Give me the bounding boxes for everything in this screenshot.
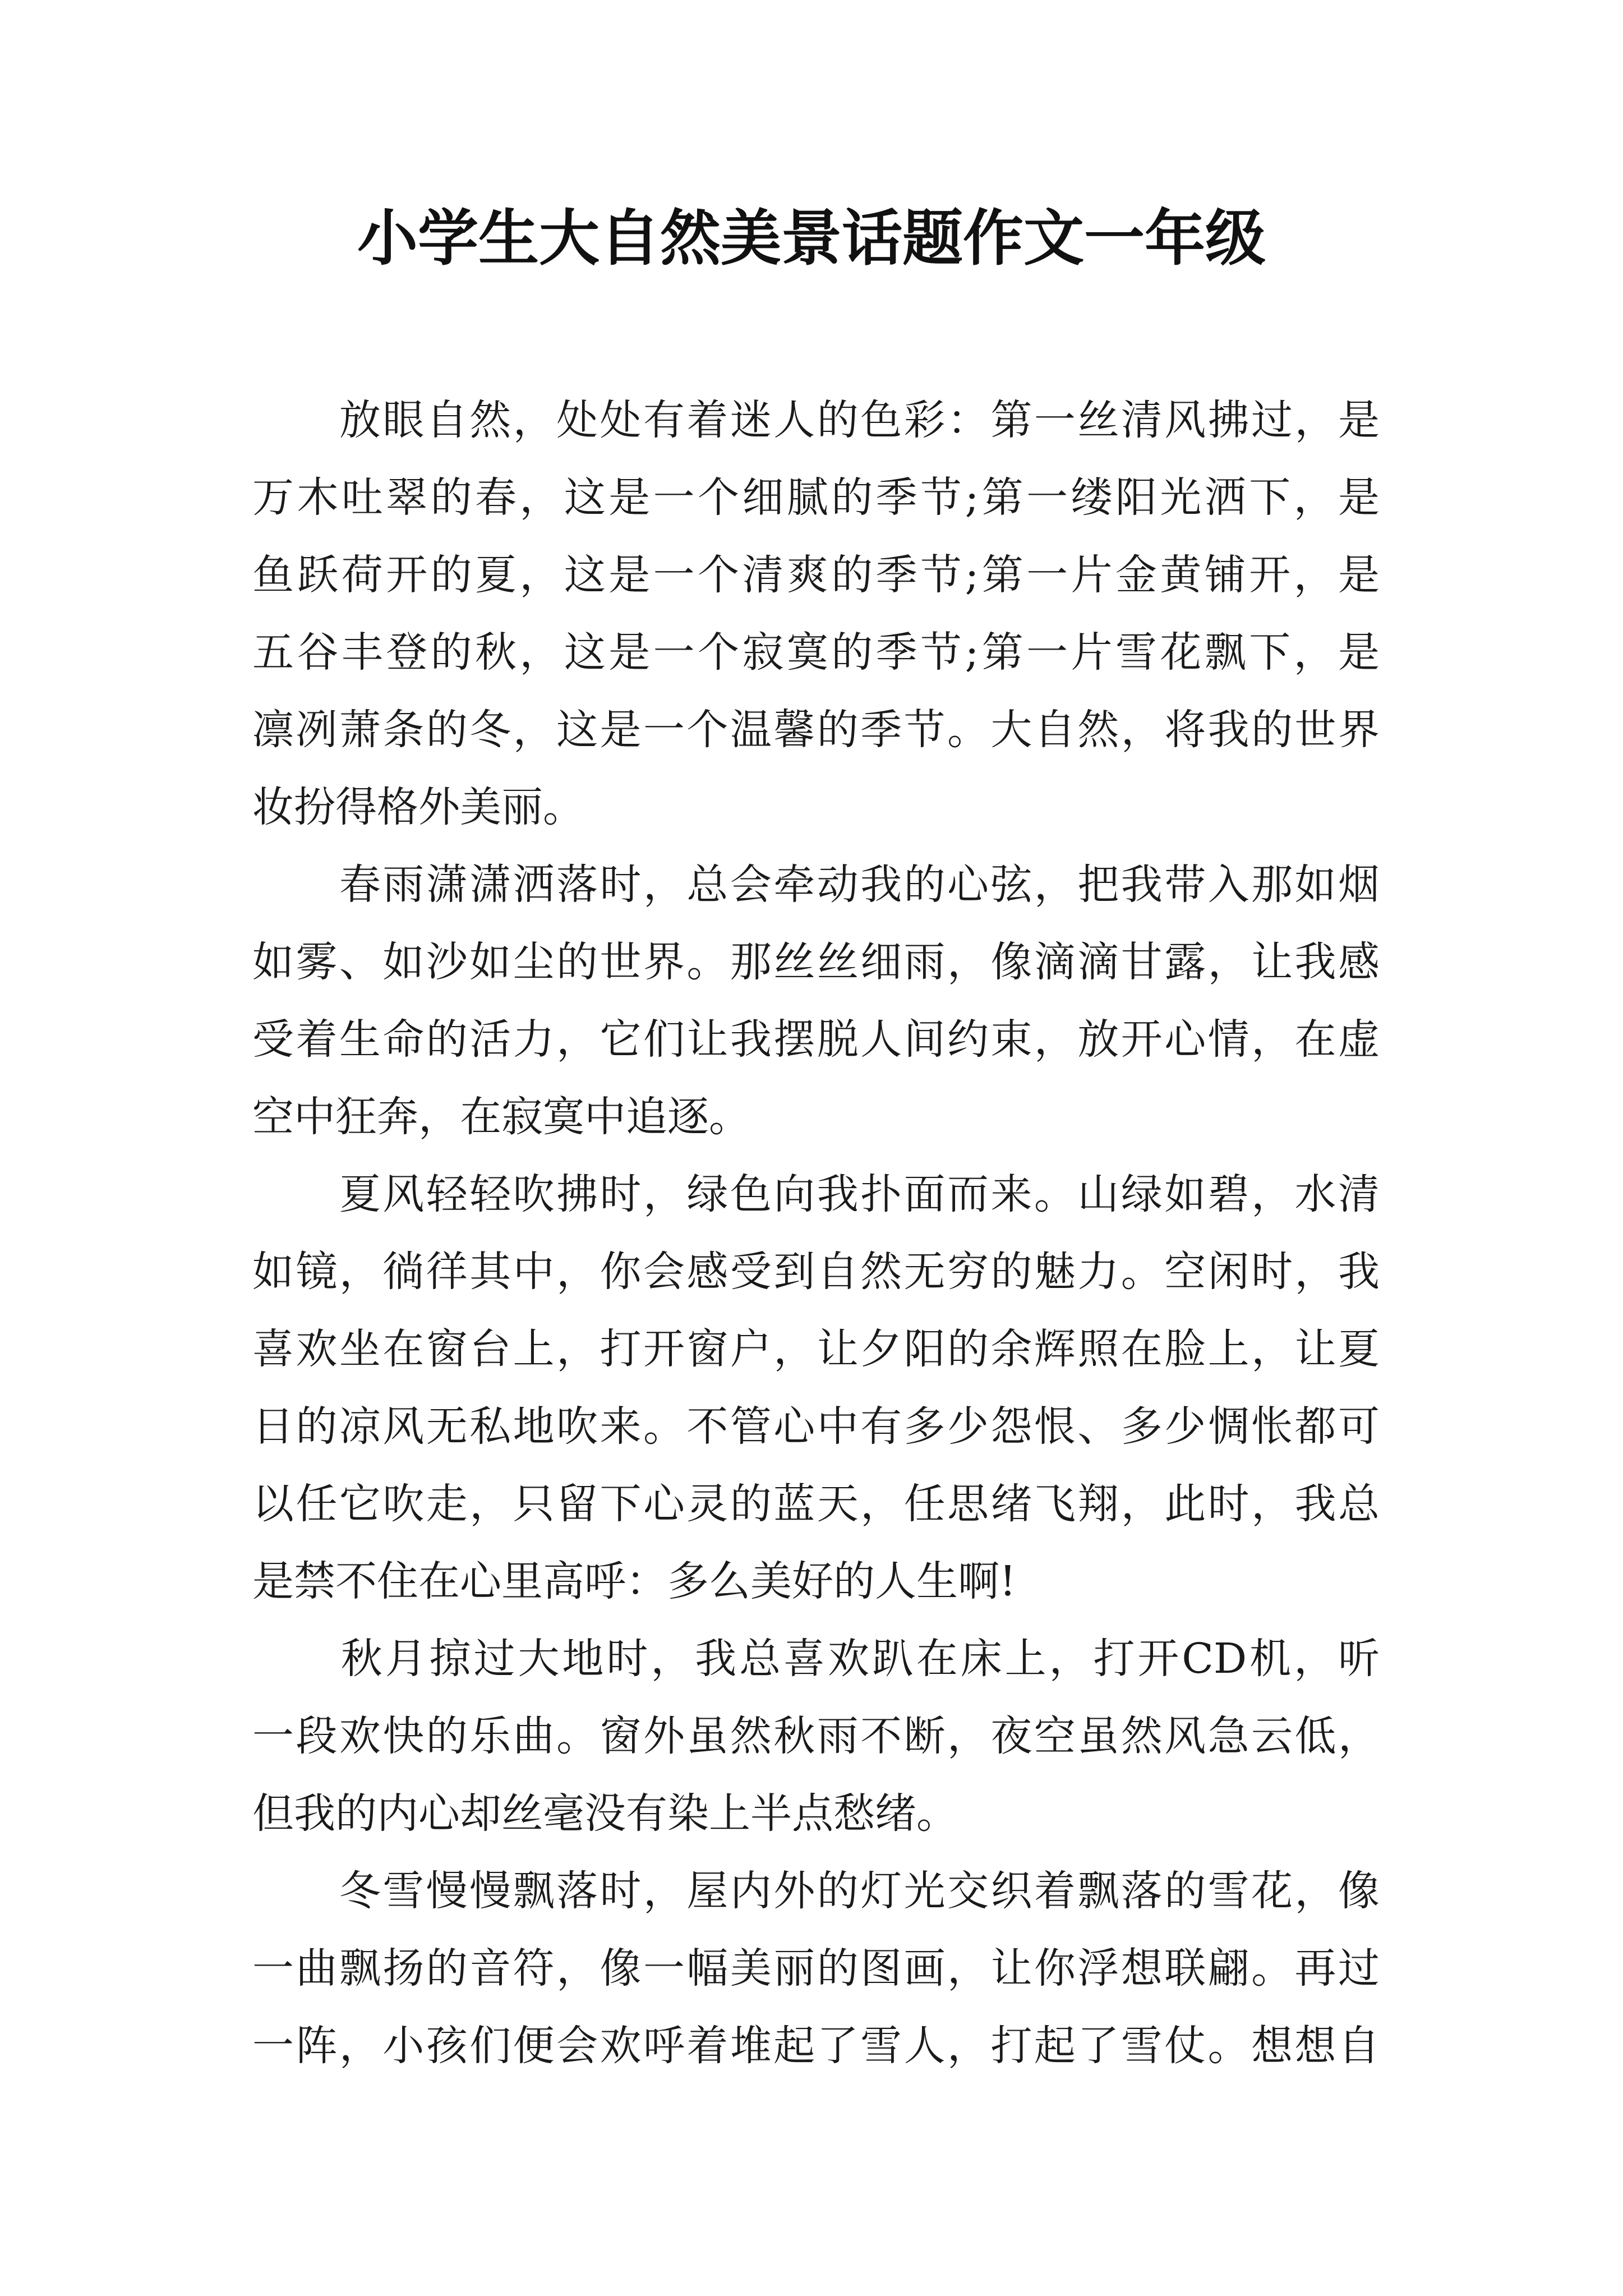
paragraph xyxy=(252,846,1380,1156)
text-line: 但我的内心却丝毫没有染上半点愁绪。 xyxy=(252,1789,958,1838)
text-line: 鱼跃荷开的夏，这是一个清爽的季节;第一片金黄铺开，是 xyxy=(252,551,1380,599)
text-line: 妆扮得格外美丽。 xyxy=(252,783,584,831)
text-line: 如镜，徜徉其中，你会感受到自然无穷的魅力。空闲时，我 xyxy=(252,1248,1380,1296)
paragraph xyxy=(252,1620,1380,1852)
text-line: 万木吐翠的春，这是一个细腻的季节;第一缕阳光洒下，是 xyxy=(252,473,1380,522)
text-line: 受着生命的活力，它们让我摆脱人间约束，放开心情，在虚 xyxy=(252,1015,1380,1064)
text-line: 凛冽萧条的冬，这是一个温馨的季节。大自然，将我的世界 xyxy=(252,706,1380,754)
text-line: 春雨潇潇洒落时，总会牵动我的心弦，把我带入那如烟 xyxy=(252,861,1380,909)
text-line: 一曲飘扬的音符，像一幅美丽的图画，让你浮想联翩。再过 xyxy=(252,1944,1380,1993)
text-line: 夏风轻轻吹拂时，绿色向我扑面而来。山绿如碧，水清 xyxy=(252,1170,1380,1218)
text-line: 是禁不住在心里高呼：多么美好的人生啊! xyxy=(252,1557,1016,1605)
paragraph xyxy=(252,1852,1380,2085)
document-title: 小学生大自然美景话题作文一年级 xyxy=(357,203,1266,274)
text-line: 冬雪慢慢飘落时，屋内外的灯光交织着飘落的雪花，像 xyxy=(252,1867,1380,1915)
paragraph xyxy=(252,381,1380,846)
text-line: 以任它吹走，只留下心灵的蓝天，任思绪飞翔，此时，我总 xyxy=(252,1480,1380,1528)
text-line: 空中狂奔，在寂寞中追逐。 xyxy=(252,1093,750,1141)
text-line: 如雾、如沙如尘的世界。那丝丝细雨，像滴滴甘露，让我感 xyxy=(252,938,1380,986)
text-line: 一阵，小孩们便会欢呼着堆起了雪人，打起了雪仗。想想自 xyxy=(252,2022,1380,2070)
paragraph xyxy=(252,1156,1380,1620)
text-line: 秋月掠过大地时，我总喜欢趴在床上，打开CD机，听 xyxy=(252,1635,1380,1683)
text-line: 喜欢坐在窗台上，打开窗户，让夕阳的余辉照在脸上，让夏 xyxy=(252,1325,1380,1373)
text-line: 日的凉风无私地吹来。不管心中有多少怨恨、多少惆怅都可 xyxy=(252,1402,1380,1451)
text-line: 一段欢快的乐曲。窗外虽然秋雨不断，夜空虽然风急云低， xyxy=(252,1712,1380,1760)
text-line: 五谷丰登的秋，这是一个寂寞的季节;第一片雪花飘下，是 xyxy=(252,628,1380,677)
document-body xyxy=(252,381,1380,2085)
text-line: 放眼自然，处处有着迷人的色彩：第一丝清风拂过，是 xyxy=(252,396,1380,444)
